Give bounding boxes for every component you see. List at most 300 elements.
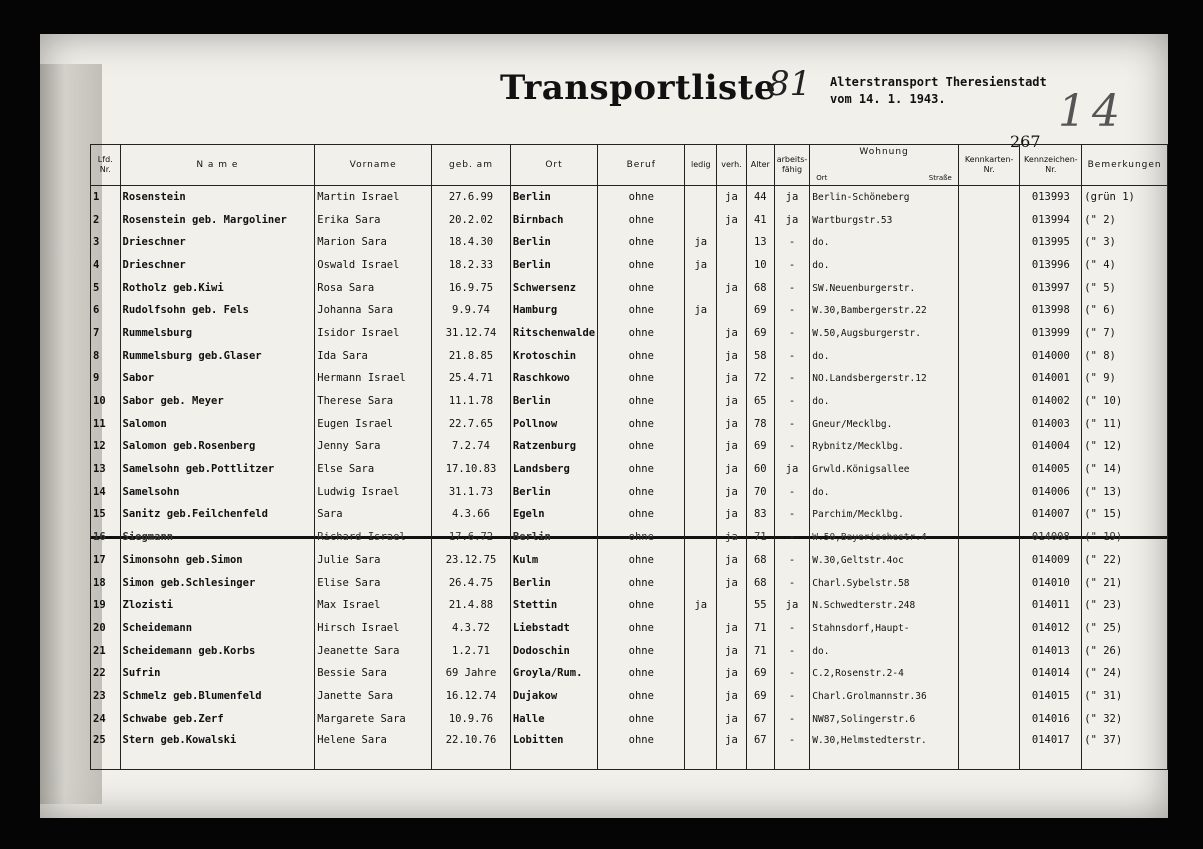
cell-geb: 22.7.65 bbox=[432, 413, 511, 436]
cell-ledig bbox=[685, 481, 717, 504]
cell-beruf: ohne bbox=[598, 617, 685, 640]
cell-beruf: ohne bbox=[598, 186, 685, 209]
cell-verh: ja bbox=[717, 617, 747, 640]
cell-verh: ja bbox=[717, 436, 747, 459]
cell-arbeit: - bbox=[774, 481, 810, 504]
cell-kennzeichen: 013999 bbox=[1020, 322, 1082, 345]
cell-name: Rotholz geb.Kiwi bbox=[120, 277, 315, 300]
cell-bemerkung: (" 6) bbox=[1082, 299, 1168, 322]
cell-vorname: Ida Sara bbox=[315, 345, 432, 368]
table-body bbox=[91, 186, 1168, 770]
cell-wohnung: W.30,Geltstr.4oc bbox=[810, 549, 959, 572]
cell-ort: Groyla/Rum. bbox=[510, 662, 597, 685]
cell-alter: 78 bbox=[746, 413, 774, 436]
table-row bbox=[91, 231, 1168, 254]
cell-alter: 69 bbox=[746, 436, 774, 459]
cell-vorname: Max Israel bbox=[315, 594, 432, 617]
cell-kennzeichen: 014016 bbox=[1020, 708, 1082, 731]
cell-wohnung: do. bbox=[810, 345, 959, 368]
cell-name: Sabor bbox=[120, 368, 315, 391]
cell-ledig bbox=[685, 526, 717, 549]
cell-kennkarte bbox=[958, 413, 1020, 436]
subtitle-line-1: Alterstransport Theresienstadt bbox=[830, 75, 1047, 89]
header-ort: Ort bbox=[510, 145, 597, 186]
cell-wohnung: Rybnitz/Mecklbg. bbox=[810, 436, 959, 459]
cell-verh: ja bbox=[717, 322, 747, 345]
table-row bbox=[91, 436, 1168, 459]
cell-bemerkung: (" 26) bbox=[1082, 640, 1168, 663]
cell-lfd: 6 bbox=[91, 299, 121, 322]
cell-arbeit: - bbox=[774, 617, 810, 640]
cell-alter: 69 bbox=[746, 299, 774, 322]
cell-lfd: 12 bbox=[91, 436, 121, 459]
cell-arbeit: - bbox=[774, 640, 810, 663]
header-bemerkungen: Bemerkungen bbox=[1082, 145, 1168, 186]
cell-kennkarte bbox=[958, 277, 1020, 300]
cell-kennkarte bbox=[958, 231, 1020, 254]
cell-name: Simon geb.Schlesinger bbox=[120, 572, 315, 595]
cell-ort: Pollnow bbox=[510, 413, 597, 436]
cell-kennkarte bbox=[958, 685, 1020, 708]
cell-ledig bbox=[685, 368, 717, 391]
cell-verh: ja bbox=[717, 731, 747, 770]
header-kennzeichen: Kennzeichen-Nr. bbox=[1020, 145, 1082, 186]
cell-ort: Dujakow bbox=[510, 685, 597, 708]
cell-wohnung: NO.Landsbergerstr.12 bbox=[810, 368, 959, 391]
table-row bbox=[91, 481, 1168, 504]
table-row bbox=[91, 549, 1168, 572]
cell-bemerkung: (" 14) bbox=[1082, 458, 1168, 481]
cell-alter: 68 bbox=[746, 572, 774, 595]
cell-bemerkung: (" 23) bbox=[1082, 594, 1168, 617]
cell-alter: 68 bbox=[746, 277, 774, 300]
cell-kennzeichen: 014008 bbox=[1020, 526, 1082, 549]
header-name: N a m e bbox=[120, 145, 315, 186]
cell-name: Rosenstein geb. Margoliner bbox=[120, 209, 315, 232]
cell-verh: ja bbox=[717, 504, 747, 527]
cell-beruf: ohne bbox=[598, 390, 685, 413]
cell-vorname: Isidor Israel bbox=[315, 322, 432, 345]
cell-lfd: 10 bbox=[91, 390, 121, 413]
header-arbeitsfaehig: arbeits-fähig bbox=[774, 145, 810, 186]
cell-ort: Schwersenz bbox=[510, 277, 597, 300]
cell-alter: 71 bbox=[746, 617, 774, 640]
table-row bbox=[91, 685, 1168, 708]
cell-vorname: Margarete Sara bbox=[315, 708, 432, 731]
cell-wohnung: SW.Neuenburgerstr. bbox=[810, 277, 959, 300]
cell-kennzeichen: 014001 bbox=[1020, 368, 1082, 391]
cell-bemerkung: (" 3) bbox=[1082, 231, 1168, 254]
cell-vorname: Therese Sara bbox=[315, 390, 432, 413]
table-row bbox=[91, 368, 1168, 391]
cell-arbeit: - bbox=[774, 322, 810, 345]
cell-kennzeichen: 014004 bbox=[1020, 436, 1082, 459]
cell-arbeit: - bbox=[774, 368, 810, 391]
table-row bbox=[91, 504, 1168, 527]
cell-vorname: Hermann Israel bbox=[315, 368, 432, 391]
cell-wohnung: Grwld.Königsallee bbox=[810, 458, 959, 481]
cell-geb: 18.4.30 bbox=[432, 231, 511, 254]
cell-bemerkung: (" 22) bbox=[1082, 549, 1168, 572]
cell-kennkarte bbox=[958, 617, 1020, 640]
cell-ort: Berlin bbox=[510, 186, 597, 209]
cell-vorname: Helene Sara bbox=[315, 731, 432, 770]
cell-kennzeichen: 014006 bbox=[1020, 481, 1082, 504]
cell-wohnung: NW87,Solingerstr.6 bbox=[810, 708, 959, 731]
table-row bbox=[91, 458, 1168, 481]
cell-arbeit: - bbox=[774, 345, 810, 368]
cell-arbeit: - bbox=[774, 662, 810, 685]
header-kennkarten: Kennkarten-Nr. bbox=[958, 145, 1020, 186]
cell-wohnung: do. bbox=[810, 390, 959, 413]
cell-beruf: ohne bbox=[598, 413, 685, 436]
cell-lfd: 20 bbox=[91, 617, 121, 640]
cell-lfd: 5 bbox=[91, 277, 121, 300]
cell-beruf: ohne bbox=[598, 254, 685, 277]
cell-bemerkung: (" 7) bbox=[1082, 322, 1168, 345]
cell-beruf: ohne bbox=[598, 549, 685, 572]
cell-wohnung: Wartburgstr.53 bbox=[810, 209, 959, 232]
cell-alter: 55 bbox=[746, 594, 774, 617]
cell-kennzeichen: 014010 bbox=[1020, 572, 1082, 595]
cell-ledig: ja bbox=[685, 254, 717, 277]
cell-kennkarte bbox=[958, 209, 1020, 232]
header-beruf: Beruf bbox=[598, 145, 685, 186]
cell-arbeit: ja bbox=[774, 458, 810, 481]
cell-ort: Egeln bbox=[510, 504, 597, 527]
cell-vorname: Marion Sara bbox=[315, 231, 432, 254]
cell-bemerkung: (" 12) bbox=[1082, 436, 1168, 459]
cell-lfd: 7 bbox=[91, 322, 121, 345]
cell-kennkarte bbox=[958, 436, 1020, 459]
subtitle-line-2: vom 14. 1. 1943. bbox=[830, 92, 946, 106]
cell-lfd: 19 bbox=[91, 594, 121, 617]
cell-verh: ja bbox=[717, 413, 747, 436]
cell-verh: ja bbox=[717, 526, 747, 549]
cell-verh: ja bbox=[717, 209, 747, 232]
cell-wohnung: Parchim/Mecklbg. bbox=[810, 504, 959, 527]
cell-kennzeichen: 014017 bbox=[1020, 731, 1082, 770]
cell-vorname: Oswald Israel bbox=[315, 254, 432, 277]
cell-alter: 67 bbox=[746, 731, 774, 770]
cell-beruf: ohne bbox=[598, 322, 685, 345]
header-geb: geb. am bbox=[432, 145, 511, 186]
cell-beruf: ohne bbox=[598, 640, 685, 663]
cell-ort: Berlin bbox=[510, 526, 597, 549]
cell-ort: Stettin bbox=[510, 594, 597, 617]
cell-kennzeichen: 013998 bbox=[1020, 299, 1082, 322]
cell-name: Stern geb.Kowalski bbox=[120, 731, 315, 770]
handwritten-number: 81 bbox=[768, 64, 812, 104]
cell-lfd: 21 bbox=[91, 640, 121, 663]
cell-kennkarte bbox=[958, 299, 1020, 322]
cell-alter: 68 bbox=[746, 549, 774, 572]
table-row bbox=[91, 594, 1168, 617]
header-vorname: Vorname bbox=[315, 145, 432, 186]
cell-alter: 67 bbox=[746, 708, 774, 731]
cell-bemerkung: (" 19) bbox=[1082, 526, 1168, 549]
cell-lfd: 4 bbox=[91, 254, 121, 277]
cell-lfd: 13 bbox=[91, 458, 121, 481]
cell-arbeit: - bbox=[774, 549, 810, 572]
cell-alter: 60 bbox=[746, 458, 774, 481]
cell-verh bbox=[717, 254, 747, 277]
cell-bemerkung: (" 25) bbox=[1082, 617, 1168, 640]
cell-ledig bbox=[685, 345, 717, 368]
cell-ort: Dodoschin bbox=[510, 640, 597, 663]
cell-ledig bbox=[685, 572, 717, 595]
cell-name: Scheidemann geb.Korbs bbox=[120, 640, 315, 663]
handwritten-page-mark: 14 bbox=[1058, 86, 1126, 137]
cell-geb: 11.1.78 bbox=[432, 390, 511, 413]
cell-name: Schmelz geb.Blumenfeld bbox=[120, 685, 315, 708]
cell-vorname: Jenny Sara bbox=[315, 436, 432, 459]
table-row bbox=[91, 526, 1168, 549]
cell-kennzeichen: 014007 bbox=[1020, 504, 1082, 527]
cell-wohnung: do. bbox=[810, 481, 959, 504]
cell-arbeit: - bbox=[774, 708, 810, 731]
cell-beruf: ohne bbox=[598, 458, 685, 481]
cell-kennkarte bbox=[958, 322, 1020, 345]
cell-ort: Berlin bbox=[510, 390, 597, 413]
cell-name: Rosenstein bbox=[120, 186, 315, 209]
cell-ledig: ja bbox=[685, 231, 717, 254]
cell-ledig bbox=[685, 640, 717, 663]
cell-ort: Berlin bbox=[510, 254, 597, 277]
cell-ledig bbox=[685, 390, 717, 413]
table-row bbox=[91, 345, 1168, 368]
table-row bbox=[91, 390, 1168, 413]
cell-lfd: 25 bbox=[91, 731, 121, 770]
cell-ledig bbox=[685, 458, 717, 481]
cell-wohnung: Gneur/Mecklbg. bbox=[810, 413, 959, 436]
cell-kennkarte bbox=[958, 572, 1020, 595]
cell-bemerkung: (" 4) bbox=[1082, 254, 1168, 277]
cell-verh: ja bbox=[717, 458, 747, 481]
cell-bemerkung: (" 10) bbox=[1082, 390, 1168, 413]
cell-arbeit: - bbox=[774, 526, 810, 549]
cell-geb: 7.2.74 bbox=[432, 436, 511, 459]
cell-kennzeichen: 014000 bbox=[1020, 345, 1082, 368]
cell-name: Siegmann bbox=[120, 526, 315, 549]
cell-alter: 83 bbox=[746, 504, 774, 527]
cell-geb: 69 Jahre bbox=[432, 662, 511, 685]
cell-wohnung: do. bbox=[810, 231, 959, 254]
cell-geb: 26.4.75 bbox=[432, 572, 511, 595]
cell-lfd: 23 bbox=[91, 685, 121, 708]
cell-bemerkung: (" 37) bbox=[1082, 731, 1168, 770]
cell-vorname: Jeanette Sara bbox=[315, 640, 432, 663]
cell-kennkarte bbox=[958, 186, 1020, 209]
cell-wohnung: Charl.Grolmannstr.36 bbox=[810, 685, 959, 708]
header-wohnung bbox=[810, 145, 959, 186]
cell-verh bbox=[717, 594, 747, 617]
transport-table bbox=[90, 144, 1168, 770]
cell-geb: 17.10.83 bbox=[432, 458, 511, 481]
cell-vorname: Sara bbox=[315, 504, 432, 527]
header-alter: Alter bbox=[746, 145, 774, 186]
cell-arbeit: ja bbox=[774, 186, 810, 209]
cell-kennkarte bbox=[958, 526, 1020, 549]
cell-name: Rudolfsohn geb. Fels bbox=[120, 299, 315, 322]
cell-kennzeichen: 013993 bbox=[1020, 186, 1082, 209]
cell-vorname: Martin Israel bbox=[315, 186, 432, 209]
cell-geb: 22.10.76 bbox=[432, 731, 511, 770]
cell-alter: 69 bbox=[746, 685, 774, 708]
table-row bbox=[91, 186, 1168, 209]
cell-kennzeichen: 014013 bbox=[1020, 640, 1082, 663]
cell-kennkarte bbox=[958, 549, 1020, 572]
cell-ort: Hamburg bbox=[510, 299, 597, 322]
cell-verh: ja bbox=[717, 549, 747, 572]
cell-kennzeichen: 013997 bbox=[1020, 277, 1082, 300]
cell-verh bbox=[717, 231, 747, 254]
cell-arbeit: - bbox=[774, 504, 810, 527]
cell-vorname: Janette Sara bbox=[315, 685, 432, 708]
cell-vorname: Hirsch Israel bbox=[315, 617, 432, 640]
cell-verh bbox=[717, 299, 747, 322]
cell-ledig bbox=[685, 436, 717, 459]
cell-vorname: Bessie Sara bbox=[315, 662, 432, 685]
cell-verh: ja bbox=[717, 708, 747, 731]
table-row bbox=[91, 617, 1168, 640]
cell-vorname: Elise Sara bbox=[315, 572, 432, 595]
cell-name: Samelsohn geb.Pottlitzer bbox=[120, 458, 315, 481]
cell-kennkarte bbox=[958, 390, 1020, 413]
cell-wohnung: C.2,Rosenstr.2-4 bbox=[810, 662, 959, 685]
cell-kennzeichen: 014003 bbox=[1020, 413, 1082, 436]
cell-beruf: ohne bbox=[598, 594, 685, 617]
document-sheet bbox=[40, 34, 1168, 818]
cell-ledig bbox=[685, 549, 717, 572]
cell-verh: ja bbox=[717, 481, 747, 504]
cell-kennzeichen: 014002 bbox=[1020, 390, 1082, 413]
cell-verh: ja bbox=[717, 662, 747, 685]
cell-kennzeichen: 014015 bbox=[1020, 685, 1082, 708]
cell-beruf: ohne bbox=[598, 209, 685, 232]
cell-arbeit: - bbox=[774, 572, 810, 595]
cell-lfd: 11 bbox=[91, 413, 121, 436]
cell-bemerkung: (" 21) bbox=[1082, 572, 1168, 595]
cell-ledig bbox=[685, 731, 717, 770]
header-wohnung-strasse: Straße bbox=[928, 174, 952, 182]
header-wohnung-ort: Ort bbox=[816, 174, 828, 182]
cell-ort: Birnbach bbox=[510, 209, 597, 232]
cell-kennzeichen: 014009 bbox=[1020, 549, 1082, 572]
cell-alter: 72 bbox=[746, 368, 774, 391]
cell-alter: 69 bbox=[746, 322, 774, 345]
cell-kennzeichen: 014012 bbox=[1020, 617, 1082, 640]
cell-beruf: ohne bbox=[598, 345, 685, 368]
cell-beruf: ohne bbox=[598, 731, 685, 770]
cell-vorname: Erika Sara bbox=[315, 209, 432, 232]
cell-kennkarte bbox=[958, 254, 1020, 277]
cell-kennkarte bbox=[958, 708, 1020, 731]
cell-lfd: 2 bbox=[91, 209, 121, 232]
cell-wohnung: W.30,Bambergerstr.22 bbox=[810, 299, 959, 322]
cell-name: Sabor geb. Meyer bbox=[120, 390, 315, 413]
cell-ledig bbox=[685, 209, 717, 232]
cell-geb: 1.2.71 bbox=[432, 640, 511, 663]
cell-name: Schwabe geb.Zerf bbox=[120, 708, 315, 731]
document-title: Transportliste bbox=[500, 68, 777, 108]
cell-lfd: 17 bbox=[91, 549, 121, 572]
cell-alter: 10 bbox=[746, 254, 774, 277]
cell-bemerkung: (" 11) bbox=[1082, 413, 1168, 436]
cell-ort: Berlin bbox=[510, 572, 597, 595]
cell-kennkarte bbox=[958, 731, 1020, 770]
cell-kennkarte bbox=[958, 458, 1020, 481]
cell-bemerkung: (" 8) bbox=[1082, 345, 1168, 368]
cell-geb: 17.6.72 bbox=[432, 526, 511, 549]
cell-arbeit: - bbox=[774, 731, 810, 770]
cell-alter: 41 bbox=[746, 209, 774, 232]
cell-beruf: ohne bbox=[598, 368, 685, 391]
cell-lfd: 8 bbox=[91, 345, 121, 368]
cell-vorname: Else Sara bbox=[315, 458, 432, 481]
cell-alter: 71 bbox=[746, 526, 774, 549]
cell-ledig: ja bbox=[685, 299, 717, 322]
cell-kennkarte bbox=[958, 345, 1020, 368]
cell-kennkarte bbox=[958, 504, 1020, 527]
cell-alter: 71 bbox=[746, 640, 774, 663]
cell-name: Drieschner bbox=[120, 231, 315, 254]
cell-geb: 16.9.75 bbox=[432, 277, 511, 300]
cell-arbeit: - bbox=[774, 254, 810, 277]
cell-name: Scheidemann bbox=[120, 617, 315, 640]
cell-kennkarte bbox=[958, 481, 1020, 504]
cell-name: Salomon bbox=[120, 413, 315, 436]
cell-bemerkung: (" 15) bbox=[1082, 504, 1168, 527]
cell-beruf: ohne bbox=[598, 436, 685, 459]
cell-bemerkung: (" 9) bbox=[1082, 368, 1168, 391]
cell-bemerkung: (" 32) bbox=[1082, 708, 1168, 731]
header-verh: verh. bbox=[717, 145, 747, 186]
cell-vorname: Johanna Sara bbox=[315, 299, 432, 322]
document-subtitle bbox=[830, 74, 1090, 108]
cell-arbeit: - bbox=[774, 685, 810, 708]
cell-ort: Landsberg bbox=[510, 458, 597, 481]
cell-ledig bbox=[685, 708, 717, 731]
cell-vorname: Eugen Israel bbox=[315, 413, 432, 436]
cell-wohnung: Charl.Sybelstr.58 bbox=[810, 572, 959, 595]
cell-geb: 23.12.75 bbox=[432, 549, 511, 572]
cell-ledig bbox=[685, 322, 717, 345]
cell-bemerkung: (grün 1) bbox=[1082, 186, 1168, 209]
cell-verh: ja bbox=[717, 390, 747, 413]
table-row bbox=[91, 731, 1168, 770]
cell-geb: 20.2.02 bbox=[432, 209, 511, 232]
cell-verh: ja bbox=[717, 277, 747, 300]
cell-verh: ja bbox=[717, 368, 747, 391]
cell-arbeit: ja bbox=[774, 209, 810, 232]
page-number: 267 bbox=[1010, 132, 1041, 151]
cell-name: Simonsohn geb.Simon bbox=[120, 549, 315, 572]
cell-kennzeichen: 014014 bbox=[1020, 662, 1082, 685]
cell-verh: ja bbox=[717, 640, 747, 663]
cell-wohnung: Stahnsdorf,Haupt- bbox=[810, 617, 959, 640]
cell-kennkarte bbox=[958, 594, 1020, 617]
cell-ort: Kulm bbox=[510, 549, 597, 572]
cell-arbeit: - bbox=[774, 413, 810, 436]
cell-geb: 21.4.88 bbox=[432, 594, 511, 617]
cell-kennzeichen: 014011 bbox=[1020, 594, 1082, 617]
cell-wohnung: do. bbox=[810, 254, 959, 277]
cell-bemerkung: (" 31) bbox=[1082, 685, 1168, 708]
cell-beruf: ohne bbox=[598, 526, 685, 549]
header-wohnung-title: Wohnung bbox=[859, 147, 909, 157]
cell-kennzeichen: 013994 bbox=[1020, 209, 1082, 232]
